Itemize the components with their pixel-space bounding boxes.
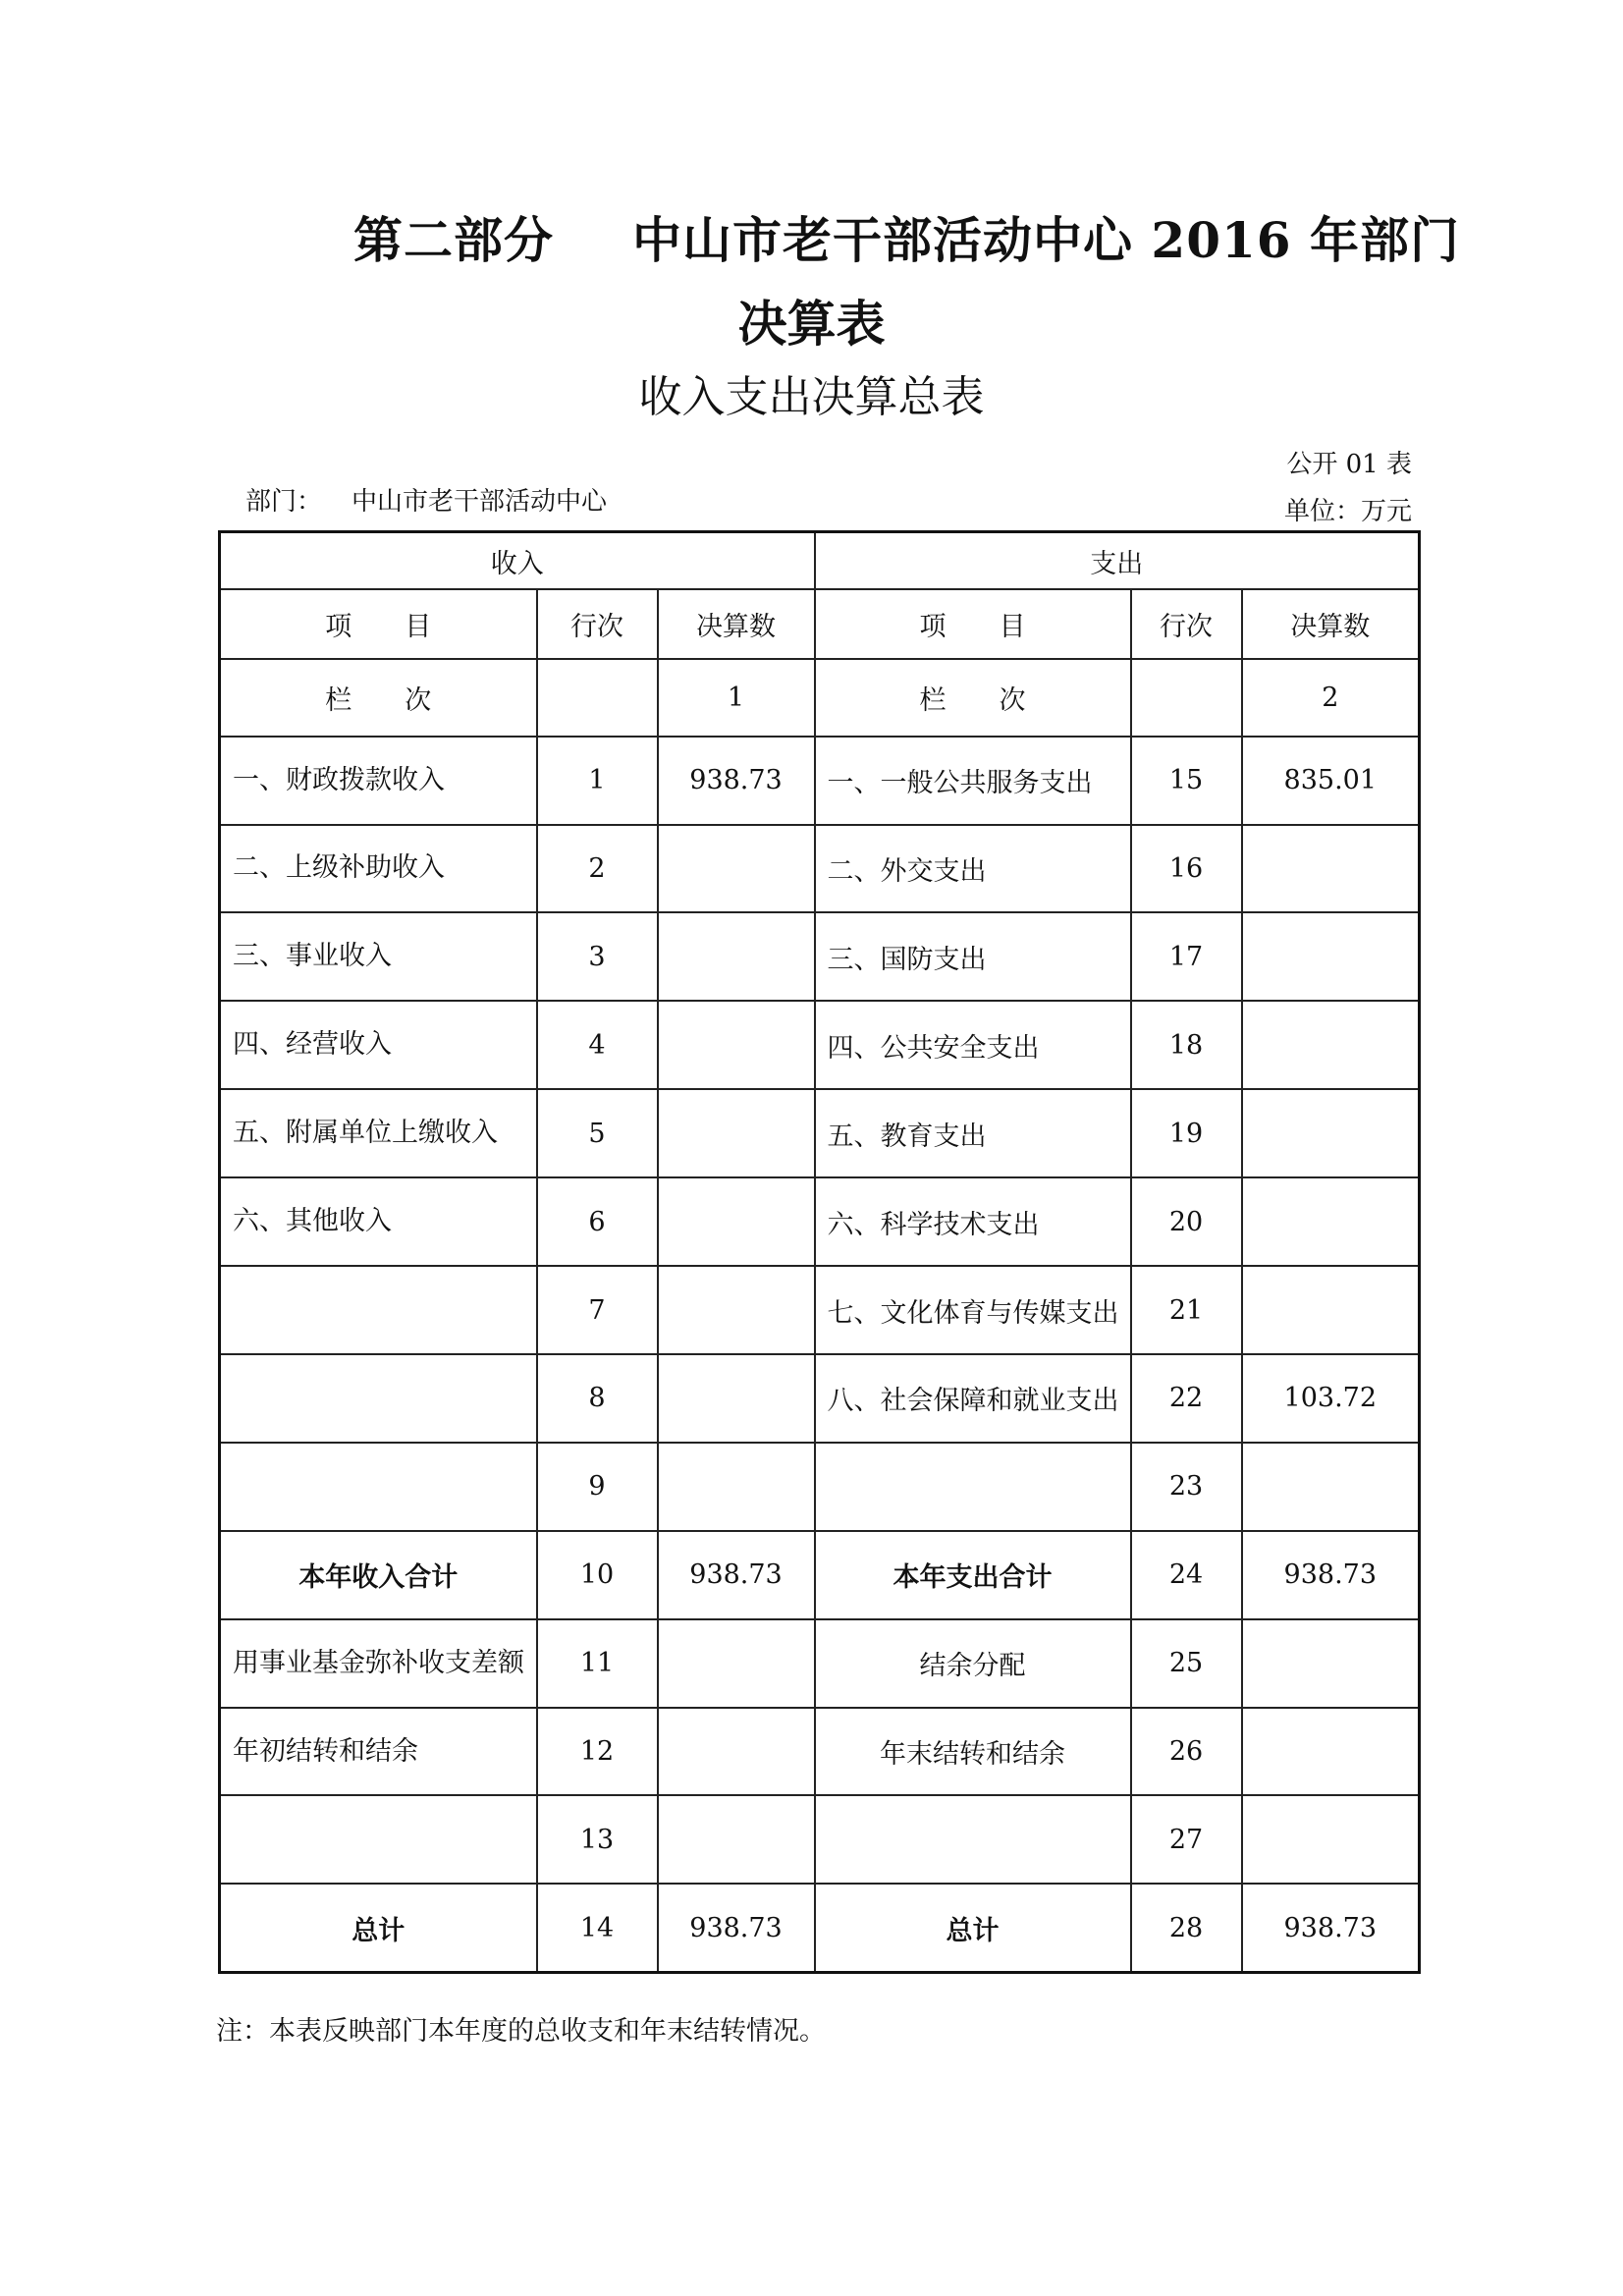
expense-index-value: 2: [1242, 659, 1420, 737]
expense-item-header: 项 目: [815, 589, 1131, 659]
income-index-label: 栏 次: [220, 659, 537, 737]
income-row-cell: 8: [537, 1354, 658, 1443]
table-footnote: 注：本表反映部门本年度的总收支和年末结转情况。: [216, 2016, 826, 2047]
expense-item-cell: 三、国防支出: [815, 912, 1131, 1001]
expense-row-header: 行次: [1131, 589, 1242, 659]
expense-amount-cell: [1242, 1708, 1420, 1796]
table-row: [220, 737, 1420, 825]
expense-section-header: 支出: [815, 532, 1420, 590]
expense-amount-cell: [1242, 1266, 1420, 1354]
expense-amount-header: 决算数: [1242, 589, 1420, 659]
income-item-cell: 本年收入合计: [220, 1531, 537, 1619]
expense-amount-cell: 835.01: [1242, 737, 1420, 825]
income-index-row-cell: [537, 659, 658, 737]
expense-item-cell: 八、社会保障和就业支出: [815, 1354, 1131, 1443]
part-label: 第二部分: [353, 211, 554, 269]
table-row: [220, 1089, 1420, 1177]
income-item-cell: 一、财政拨款收入: [220, 737, 537, 825]
table-row: [220, 1531, 1420, 1619]
income-item-cell: [220, 1354, 537, 1443]
income-item-cell: 二、上级补助收入: [220, 825, 537, 913]
form-number: 公开 01 表: [1286, 450, 1412, 479]
expense-amount-cell: [1242, 1795, 1420, 1884]
expense-row-cell: 25: [1131, 1619, 1242, 1708]
expense-amount-cell: [1242, 1089, 1420, 1177]
income-amount-cell: [658, 912, 815, 1001]
income-amount-cell: [658, 1001, 815, 1089]
income-row-cell: 10: [537, 1531, 658, 1619]
income-amount-header: 决算数: [658, 589, 815, 659]
expense-row-cell: 19: [1131, 1089, 1242, 1177]
income-amount-cell: [658, 1795, 815, 1884]
unit-label: 单位：万元: [1283, 497, 1412, 526]
table-row: [220, 1708, 1420, 1796]
expense-item-cell: 年末结转和结余: [815, 1708, 1131, 1796]
income-amount-cell: [658, 1619, 815, 1708]
expense-item-cell: 五、教育支出: [815, 1089, 1131, 1177]
department-line: [245, 481, 607, 518]
income-row-cell: 12: [537, 1708, 658, 1796]
expense-index-label: 栏 次: [815, 659, 1131, 737]
expense-item-cell: 七、文化体育与传媒支出: [815, 1266, 1131, 1354]
department-name: 中山市老干部活动中心: [352, 487, 608, 517]
expense-index-row-cell: [1131, 659, 1242, 737]
income-item-cell: 总计: [220, 1884, 537, 1972]
income-item-cell: 六、其他收入: [220, 1177, 537, 1266]
income-row-cell: 3: [537, 912, 658, 1001]
table-row: [220, 1266, 1420, 1354]
expense-amount-cell: [1242, 825, 1420, 913]
department-label: 部门：: [245, 487, 323, 517]
expense-item-cell: 四、公共安全支出: [815, 1001, 1131, 1089]
income-item-cell: 年初结转和结余: [220, 1708, 537, 1796]
table-subtitle: 收入支出决算总表: [638, 372, 985, 422]
income-row-cell: 7: [537, 1266, 658, 1354]
expense-row-cell: 18: [1131, 1001, 1242, 1089]
expense-row-cell: 16: [1131, 825, 1242, 913]
income-row-cell: 4: [537, 1001, 658, 1089]
expense-row-cell: 23: [1131, 1443, 1242, 1531]
table-row: [220, 1619, 1420, 1708]
expense-row-cell: 24: [1131, 1531, 1242, 1619]
income-row-cell: 14: [537, 1884, 658, 1972]
expense-item-cell: 结余分配: [815, 1619, 1131, 1708]
income-amount-cell: [658, 1443, 815, 1531]
income-item-cell: 五、附属单位上缴收入: [220, 1089, 537, 1177]
document-title-line2: 决算表: [737, 295, 886, 353]
income-row-cell: 9: [537, 1443, 658, 1531]
table-row: [220, 1001, 1420, 1089]
income-item-cell: [220, 1795, 537, 1884]
income-row-header: 行次: [537, 589, 658, 659]
table-row: [220, 1795, 1420, 1884]
table-row: [220, 1354, 1420, 1443]
expense-item-cell: 一、一般公共服务支出: [815, 737, 1131, 825]
income-row-cell: 2: [537, 825, 658, 913]
table-row: [220, 1884, 1420, 1972]
expense-row-cell: 15: [1131, 737, 1242, 825]
expense-row-cell: 17: [1131, 912, 1242, 1001]
document-title-line1: [353, 201, 1460, 272]
income-amount-cell: [658, 1089, 815, 1177]
table-column-index-row: [220, 659, 1420, 737]
expense-amount-cell: [1242, 912, 1420, 1001]
expense-item-cell: [815, 1443, 1131, 1531]
table-row: [220, 825, 1420, 913]
table-column-header-row: [220, 589, 1420, 659]
table-row: [220, 912, 1420, 1001]
income-expense-table: [218, 530, 1421, 1974]
table-section-header-row: [220, 532, 1420, 590]
income-item-cell: 四、经营收入: [220, 1001, 537, 1089]
income-amount-cell: [658, 1177, 815, 1266]
expense-row-cell: 26: [1131, 1708, 1242, 1796]
expense-amount-cell: 938.73: [1242, 1884, 1420, 1972]
expense-item-cell: 总计: [815, 1884, 1131, 1972]
income-index-value: 1: [658, 659, 815, 737]
income-amount-cell: 938.73: [658, 1884, 815, 1972]
income-amount-cell: [658, 1708, 815, 1796]
expense-amount-cell: [1242, 1177, 1420, 1266]
income-row-cell: 1: [537, 737, 658, 825]
income-item-header: 项 目: [220, 589, 537, 659]
expense-item-cell: 二、外交支出: [815, 825, 1131, 913]
income-item-cell: [220, 1266, 537, 1354]
income-item-cell: [220, 1443, 537, 1531]
expense-item-cell: [815, 1795, 1131, 1884]
title-text: 中山市老干部活动中心 2016 年部门: [632, 211, 1460, 269]
income-item-cell: 用事业基金弥补收支差额: [220, 1619, 537, 1708]
income-row-cell: 13: [537, 1795, 658, 1884]
expense-amount-cell: [1242, 1619, 1420, 1708]
income-amount-cell: [658, 1266, 815, 1354]
table-row: [220, 1177, 1420, 1266]
income-row-cell: 5: [537, 1089, 658, 1177]
expense-row-cell: 28: [1131, 1884, 1242, 1972]
income-row-cell: 11: [537, 1619, 658, 1708]
income-amount-cell: [658, 1354, 815, 1443]
expense-row-cell: 22: [1131, 1354, 1242, 1443]
income-row-cell: 6: [537, 1177, 658, 1266]
expense-amount-cell: 103.72: [1242, 1354, 1420, 1443]
expense-amount-cell: 938.73: [1242, 1531, 1420, 1619]
income-section-header: 收入: [220, 532, 815, 590]
income-amount-cell: 938.73: [658, 737, 815, 825]
expense-amount-cell: [1242, 1001, 1420, 1089]
expense-row-cell: 20: [1131, 1177, 1242, 1266]
expense-item-cell: 六、科学技术支出: [815, 1177, 1131, 1266]
income-amount-cell: 938.73: [658, 1531, 815, 1619]
expense-row-cell: 27: [1131, 1795, 1242, 1884]
income-amount-cell: [658, 825, 815, 913]
table-row: [220, 1443, 1420, 1531]
expense-amount-cell: [1242, 1443, 1420, 1531]
expense-row-cell: 21: [1131, 1266, 1242, 1354]
expense-item-cell: 本年支出合计: [815, 1531, 1131, 1619]
income-item-cell: 三、事业收入: [220, 912, 537, 1001]
